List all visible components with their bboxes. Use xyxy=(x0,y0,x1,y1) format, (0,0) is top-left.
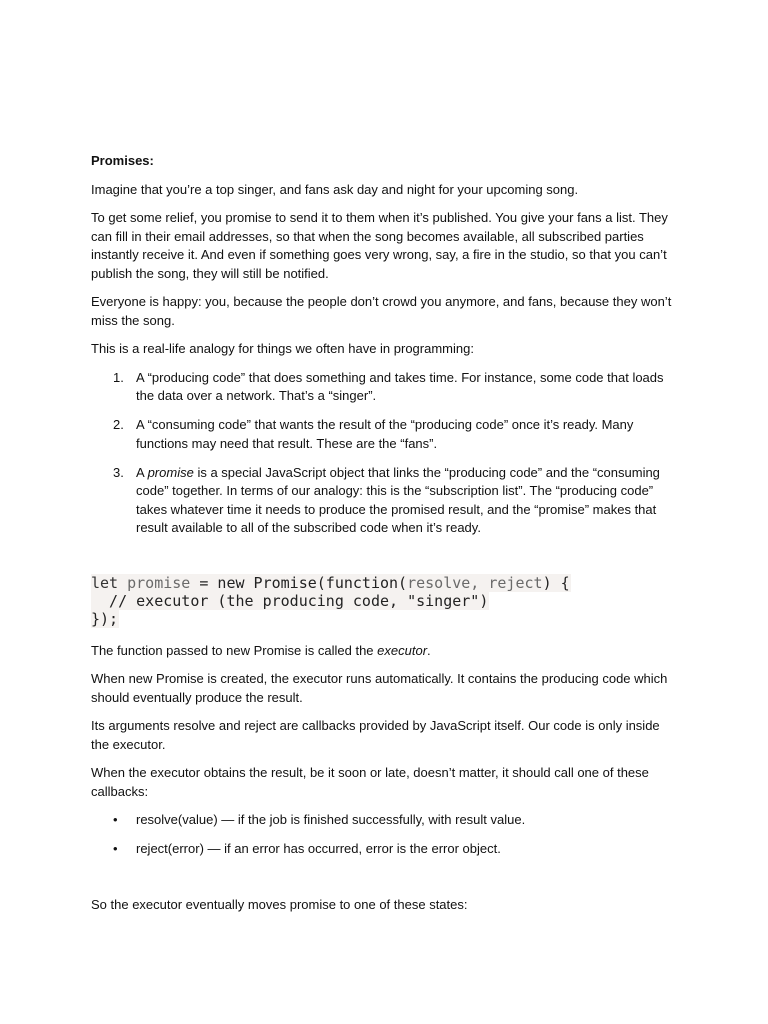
paragraph-callbacks: Its arguments resolve and reject are callbacks provided by JavaScript itself. Our code is only inside the executor. xyxy=(91,718,660,752)
numbered-list xyxy=(91,369,681,538)
paragraph-text: . xyxy=(427,642,431,658)
code-text: ) { xyxy=(542,573,570,592)
code-line-2: // executor (the producing code, "singer") xyxy=(91,591,489,610)
document-body xyxy=(91,152,681,924)
section-heading: Promises: xyxy=(91,153,154,168)
bullet-dot: • xyxy=(113,812,118,827)
code-variable: promise xyxy=(127,573,191,592)
bullet-item xyxy=(91,840,681,859)
paragraph-intro: Imagine that you’re a top singer, and fans ask day and night for your upcoming song. xyxy=(91,181,579,197)
code-line-3: }); xyxy=(91,609,119,628)
bullet-list xyxy=(91,811,681,859)
list-number: 3. xyxy=(113,464,124,480)
paragraph-emphasis: executor xyxy=(377,642,428,658)
paragraph-executor-name xyxy=(91,642,681,661)
list-number: 2. xyxy=(113,417,124,432)
bullet-text: resolve(value) — if the job is finished successfully, with result value. xyxy=(136,812,526,827)
list-item xyxy=(91,369,681,406)
paragraph-call-one: When the executor obtains the result, be it soon or late, doesn’t matter, it should call one of these callbacks: xyxy=(91,765,649,799)
paragraph-text: The function passed to new Promise is called the xyxy=(91,642,378,658)
paragraph-relief: To get some relief, you promise to send it to them when it’s published. You give your fans a list. They can fill in their email addresses, so that when the song becomes available, all subscribed parties instantly receive it. And even if something goes very wrong, say, a fire in the studio, so that you can’t publish the song, they will still be notified. xyxy=(91,210,668,281)
bullet-item xyxy=(91,811,681,830)
list-item-text: A “consuming code” that wants the result of the “producing code” once it’s ready. Many functions may need that result. These are the “fans”. xyxy=(136,417,634,451)
list-item-text-pre: A xyxy=(136,464,148,480)
code-keyword: let xyxy=(91,573,128,592)
code-text: = new Promise(function( xyxy=(190,573,408,592)
code-arguments: resolve, reject xyxy=(407,573,543,592)
list-item xyxy=(91,416,681,453)
list-item-text-post: is a special JavaScript object that links the “producing code” and the “consuming code” together. In terms of our analogy: this is the “subscription list”. The “producing code” takes whatever time it needs to produce the promised result, and the “promise” makes that result available to all of the subscribed code when it’s ready. xyxy=(136,464,660,535)
paragraph-happy: Everyone is happy: you, because the people don’t crowd you anymore, and fans, because they won’t miss the song. xyxy=(91,294,672,328)
code-block xyxy=(91,574,681,628)
bullet-text: reject(error) — if an error has occurred, error is the error object. xyxy=(136,841,501,856)
list-number: 1. xyxy=(113,369,124,385)
paragraph-analogy: This is a real-life analogy for things we often have in programming: xyxy=(91,341,474,356)
list-item-text: A “producing code” that does something and takes time. For instance, some code that loads the data over a network. That’s a “singer”. xyxy=(136,369,664,403)
list-item-emphasis: promise xyxy=(147,464,194,480)
list-item xyxy=(91,464,681,538)
paragraph-executor-runs: When new Promise is created, the executor runs automatically. It contains the producing code which should eventually produce the result. xyxy=(91,671,668,705)
code-line-1 xyxy=(91,574,571,592)
bullet-dot: • xyxy=(113,841,118,856)
paragraph-states: So the executor eventually moves promise to one of these states: xyxy=(91,896,468,912)
